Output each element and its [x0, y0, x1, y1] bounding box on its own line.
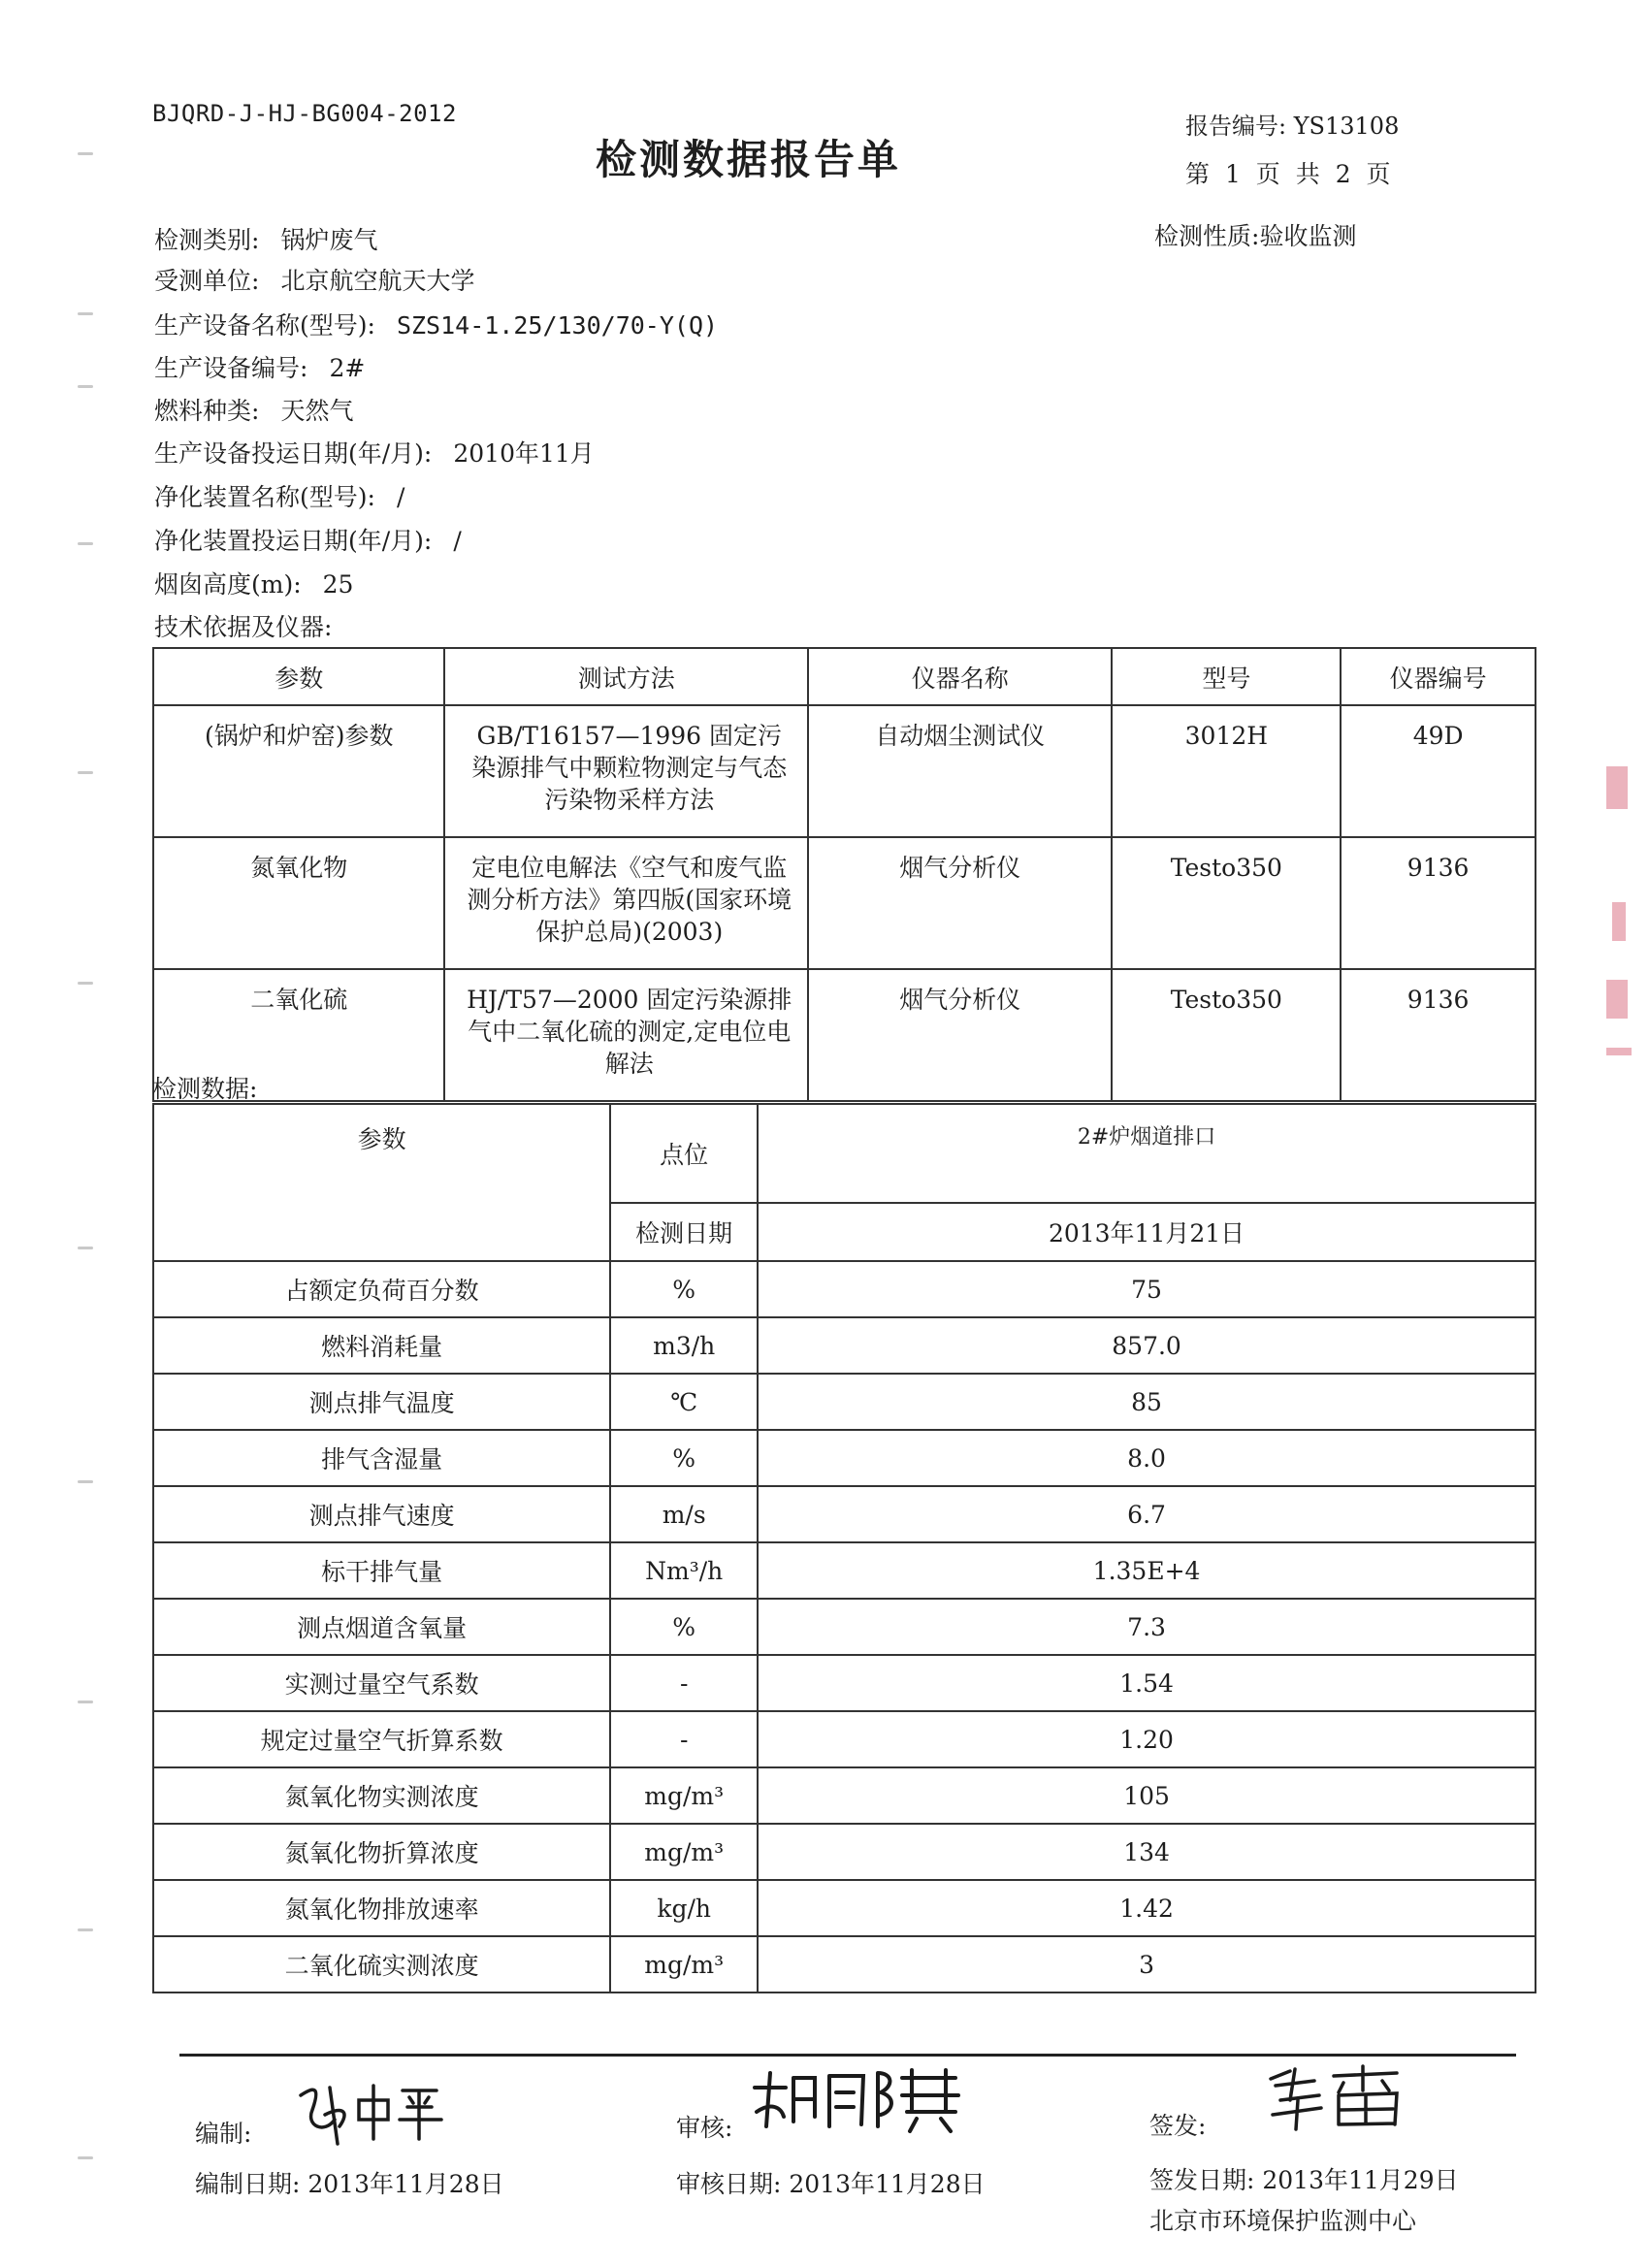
- info-label: 生产设备投运日期(年/月):: [154, 439, 433, 468]
- value-cell: 134: [758, 1824, 1536, 1880]
- column-header: 型号: [1112, 648, 1341, 705]
- value-cell: 7.3: [758, 1599, 1536, 1655]
- column-header: 测试方法: [444, 648, 808, 705]
- reviewer-signature: [747, 2058, 970, 2136]
- info-value: 25: [322, 570, 354, 599]
- issue-date: 签发日期: 2013年11月29日: [1149, 2166, 1459, 2194]
- compiler-label: 编制:: [195, 2120, 252, 2148]
- info-value: 北京航空航天大学: [280, 267, 475, 295]
- value-cell: 85: [758, 1374, 1536, 1430]
- info-value: 2010年11月: [453, 439, 595, 468]
- margin-mark: [78, 2156, 93, 2159]
- margin-mark: [78, 982, 93, 985]
- param-cell: 排气含湿量: [153, 1430, 610, 1486]
- margin-mark: [78, 542, 93, 545]
- margin-mark: [78, 771, 93, 774]
- value-cell: 75: [758, 1261, 1536, 1317]
- table-row: [153, 705, 1536, 837]
- unit-cell: kg/h: [610, 1880, 758, 1936]
- param-cell: 二氧化硫实测浓度: [153, 1936, 610, 1993]
- issuer-label: 签发:: [1149, 2112, 1207, 2140]
- review-date: 审核日期: 2013年11月28日: [676, 2170, 986, 2198]
- date-value: 2013年11月21日: [758, 1203, 1536, 1261]
- instrument-cell: 烟气分析仪: [808, 969, 1112, 1101]
- table-row: [153, 1542, 1536, 1599]
- seal-fragment: [1606, 1048, 1632, 1055]
- param-cell: 燃料消耗量: [153, 1317, 610, 1374]
- value-cell: 1.54: [758, 1655, 1536, 1711]
- info-value: 锅炉废气: [280, 226, 378, 254]
- param-cell: 标干排气量: [153, 1542, 610, 1599]
- info-basis-label: [154, 608, 332, 643]
- info-label: 受测单位:: [154, 267, 260, 295]
- nature-label: 检测性质:: [1154, 222, 1260, 250]
- param-cell: 氮氧化物排放速率: [153, 1880, 610, 1936]
- seal-fragment: [1612, 902, 1626, 941]
- param-cell: 测点排气温度: [153, 1374, 610, 1430]
- param-cell: 规定过量空气折算系数: [153, 1711, 610, 1767]
- point-value: 2#炉烟道排口: [758, 1104, 1536, 1203]
- param-cell: 占额定负荷百分数: [153, 1261, 610, 1317]
- info-label: 生产设备编号:: [154, 354, 308, 382]
- value-cell: 1.20: [758, 1711, 1536, 1767]
- unit-cell: Nm³/h: [610, 1542, 758, 1599]
- unit-cell: %: [610, 1599, 758, 1655]
- method-cell: HJ/T57—2000 固定污染源排气中二氧化硫的测定,定电位电解法: [444, 969, 808, 1101]
- unit-cell: %: [610, 1261, 758, 1317]
- table-header-row: [153, 648, 1536, 705]
- data-section-label: 检测数据:: [152, 1075, 258, 1103]
- info-equipment-name: [154, 307, 718, 341]
- info-value: 天然气: [280, 397, 354, 425]
- table-row: [153, 1767, 1536, 1824]
- margin-mark: [78, 1247, 93, 1249]
- unit-cell: -: [610, 1655, 758, 1711]
- compile-date: 编制日期: 2013年11月28日: [195, 2170, 504, 2198]
- param-cell: 测点排气速度: [153, 1486, 610, 1542]
- value-cell: 857.0: [758, 1317, 1536, 1374]
- table-row: [153, 1936, 1536, 1993]
- number-cell: 9136: [1341, 837, 1536, 969]
- info-purifier-date: [154, 522, 462, 557]
- info-label: 技术依据及仪器:: [154, 613, 333, 641]
- date-label: 检测日期: [610, 1203, 758, 1261]
- table-row: [153, 1486, 1536, 1542]
- unit-cell: mg/m³: [610, 1936, 758, 1993]
- number-cell: 49D: [1341, 705, 1536, 837]
- value-cell: 6.7: [758, 1486, 1536, 1542]
- table-row: [153, 1430, 1536, 1486]
- point-label: 点位: [610, 1104, 758, 1203]
- seal-fragment: [1606, 766, 1628, 809]
- table-row: [153, 1824, 1536, 1880]
- model-cell: Testo350: [1112, 837, 1341, 969]
- table-row: [153, 1374, 1536, 1430]
- param-cell: 实测过量空气系数: [153, 1655, 610, 1711]
- param-cell: 测点烟道含氧量: [153, 1599, 610, 1655]
- margin-mark: [78, 152, 93, 155]
- info-category: [154, 221, 377, 256]
- info-value: SZS14-1.25/130/70-Y(Q): [396, 311, 719, 340]
- method-cell: GB/T16157—1996 固定污染源排气中颗粒物测定与气态污染物采样方法: [444, 705, 808, 837]
- unit-cell: %: [610, 1430, 758, 1486]
- info-unit: [154, 262, 474, 297]
- compiler-signature: [291, 2066, 446, 2149]
- footer-divider: [179, 2054, 1516, 2057]
- value-cell: 1.42: [758, 1880, 1536, 1936]
- value-cell: 105: [758, 1767, 1536, 1824]
- unit-cell: m3/h: [610, 1317, 758, 1374]
- detection-data-table: [152, 1103, 1536, 1993]
- unit-cell: mg/m³: [610, 1767, 758, 1824]
- table-row: [153, 837, 1536, 969]
- document-code: BJQRD-J-HJ-BG004-2012: [152, 100, 457, 127]
- issuer-signature: [1261, 2061, 1416, 2134]
- info-equipment-date: [154, 435, 595, 470]
- instrument-cell: 自动烟尘测试仪: [808, 705, 1112, 837]
- info-label: 检测类别:: [154, 226, 260, 254]
- nature-value: 验收监测: [1259, 222, 1357, 250]
- margin-mark: [78, 385, 93, 388]
- report-title: 检测数据报告单: [596, 136, 902, 183]
- param-cell: 氮氧化物实测浓度: [153, 1767, 610, 1824]
- info-value: /: [453, 527, 462, 555]
- info-label: 燃料种类:: [154, 397, 260, 425]
- column-header: 仪器名称: [808, 648, 1112, 705]
- table-row: [153, 969, 1536, 1101]
- reviewer-label: 审核:: [676, 2114, 733, 2142]
- method-cell: 定电位电解法《空气和废气监测分析方法》第四版(国家环境保护总局)(2003): [444, 837, 808, 969]
- table-row: [153, 1655, 1536, 1711]
- table-row: [153, 1599, 1536, 1655]
- param-header: 参数: [153, 1104, 610, 1261]
- margin-mark: [78, 312, 93, 315]
- column-header: 参数: [153, 648, 444, 705]
- info-purifier-name: [154, 478, 404, 513]
- table-row: [153, 1317, 1536, 1374]
- monitoring-nature: [1154, 217, 1356, 252]
- info-equipment-number: [154, 349, 365, 384]
- table-row: [153, 1711, 1536, 1767]
- info-fuel-type: [154, 392, 353, 427]
- info-label: 净化装置投运日期(年/月):: [154, 527, 433, 555]
- margin-mark: [78, 1701, 93, 1703]
- tech-basis-table: [152, 647, 1536, 1102]
- report-number: 报告编号: YS13108: [1185, 113, 1400, 140]
- unit-cell: -: [610, 1711, 758, 1767]
- param-cell: 氮氧化物折算浓度: [153, 1824, 610, 1880]
- value-cell: 3: [758, 1936, 1536, 1993]
- model-cell: Testo350: [1112, 969, 1341, 1101]
- margin-mark: [78, 1480, 93, 1483]
- page-indicator: 第 1 页 共 2 页: [1185, 160, 1391, 188]
- seal-fragment: [1606, 980, 1628, 1019]
- info-label: 净化装置名称(型号):: [154, 483, 375, 511]
- info-label: 生产设备名称(型号):: [154, 311, 375, 340]
- table-header-row: [153, 1104, 1536, 1203]
- param-cell: (锅炉和炉窑)参数: [153, 705, 444, 837]
- info-value: /: [396, 483, 405, 511]
- column-header: 仪器编号: [1341, 648, 1536, 705]
- info-label: 烟囱高度(m):: [154, 570, 302, 599]
- value-cell: 1.35E+4: [758, 1542, 1536, 1599]
- organization-name: 北京市环境保护监测中心: [1149, 2207, 1417, 2235]
- param-cell: 二氧化硫: [153, 969, 444, 1101]
- value-cell: 8.0: [758, 1430, 1536, 1486]
- info-value: 2#: [329, 354, 366, 382]
- table-row: [153, 1261, 1536, 1317]
- instrument-cell: 烟气分析仪: [808, 837, 1112, 969]
- unit-cell: ℃: [610, 1374, 758, 1430]
- unit-cell: mg/m³: [610, 1824, 758, 1880]
- model-cell: 3012H: [1112, 705, 1341, 837]
- param-cell: 氮氧化物: [153, 837, 444, 969]
- unit-cell: m/s: [610, 1486, 758, 1542]
- number-cell: 9136: [1341, 969, 1536, 1101]
- info-chimney-height: [154, 566, 353, 600]
- margin-mark: [78, 1928, 93, 1931]
- table-row: [153, 1880, 1536, 1936]
